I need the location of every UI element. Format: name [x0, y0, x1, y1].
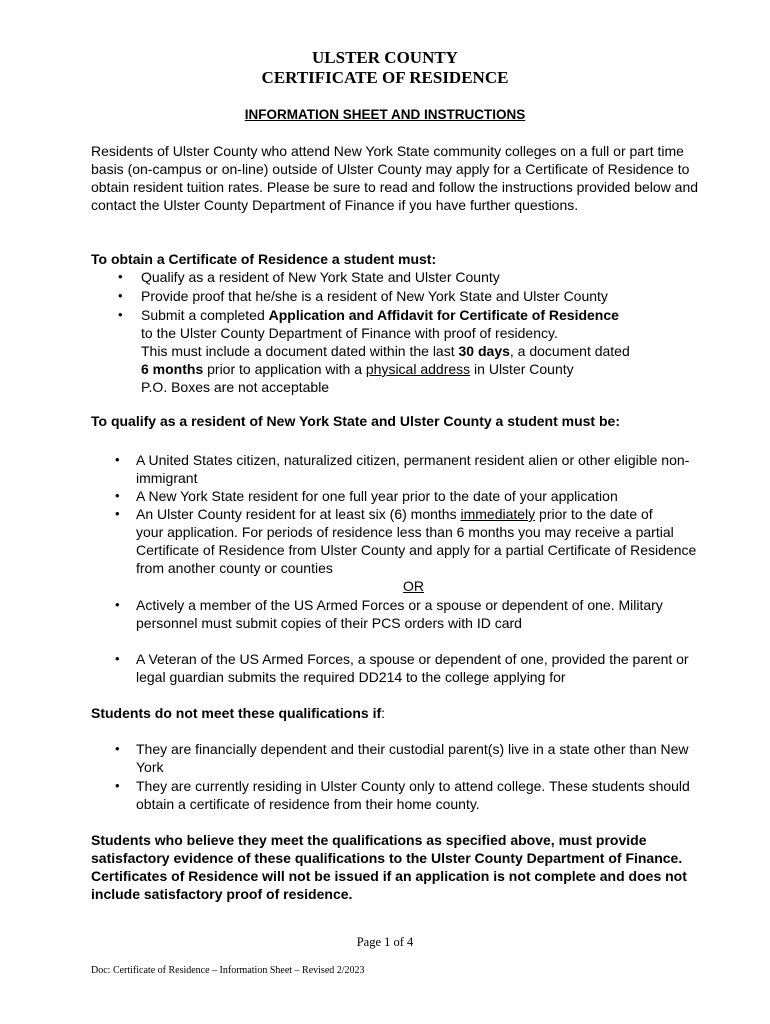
not-meet-heading [91, 704, 385, 722]
text-fragment: This must include a document dated within the last [141, 343, 459, 359]
obtain-item-3-line3 [141, 342, 630, 360]
obtain-item-2: Provide proof that he/she is a resident of New York State and Ulster County [141, 288, 608, 304]
bullet-marker: • [118, 288, 123, 303]
qualify-item-4: Actively a member of the US Armed Forces or a spouse or dependent of one. Military personnel must submit copies of their PCS orders with ID card [136, 597, 663, 631]
qualify-item-5: A Veteran of the US Armed Forces, a spouse or dependent of one, provided the parent or legal guardian submits the required DD214 to the college applying for [136, 651, 689, 685]
text-fragment: in Ulster County [470, 361, 574, 377]
obtain-item-3-line2: to the Ulster County Department of Finance with proof of residency. [141, 325, 558, 341]
document-footer: Doc: Certificate of Residence – Information Sheet – Revised 2/2023 [91, 965, 365, 976]
bullet-marker: • [118, 269, 123, 284]
application-affidavit-title: Application and Affidavit for Certificate of Residence [268, 307, 619, 323]
bullet-marker: • [115, 597, 120, 612]
obtain-item-1: Qualify as a resident of New York State and Ulster County [141, 269, 500, 285]
bullet-marker: • [115, 506, 120, 521]
heading-colon: : [381, 705, 386, 721]
not-meet-heading-text: Students do not meet these qualifications if [91, 705, 382, 721]
obtain-item-3-line4 [141, 360, 574, 378]
not-meet-item-1: They are financially dependent and their custodial parent(s) live in a state other than New York [136, 741, 689, 775]
qualify-heading: To qualify as a resident of New York State and Ulster County a student must be: [91, 413, 620, 429]
not-meet-item-2: They are currently residing in Ulster County only to attend college. These students should obtain a certificate of residence from their home county. [136, 778, 690, 812]
closing-paragraph: Students who believe they meet the qualifications as specified above, must provide satisfactory evidence of these qualifications to the Ulster County Department of Finance. Certificates of Residence will not be issued if an application is not complete and does not include satisfactory proof of residence. [91, 832, 687, 902]
six-months-emphasis: 6 months [141, 361, 204, 377]
text-fragment: prior to application with a [203, 361, 366, 377]
obtain-heading: To obtain a Certificate of Residence a student must: [91, 251, 437, 267]
qualify-item-1: A United States citizen, naturalized citizen, permanent resident alien or other eligible non-immigrant [136, 452, 690, 486]
obtain-item-3-line1 [141, 306, 619, 324]
or-separator: OR [403, 578, 424, 594]
document-title-line2: CERTIFICATE OF RESIDENCE [261, 68, 509, 87]
obtain-item-3-line5: P.O. Boxes are not acceptable [141, 379, 330, 395]
bullet-marker: • [115, 488, 120, 503]
immediately-emphasis: immediately [460, 506, 536, 522]
document-subtitle: INFORMATION SHEET AND INSTRUCTIONS [244, 107, 526, 122]
bullet-marker: • [115, 452, 120, 467]
page-number: Page 1 of 4 [356, 935, 414, 949]
bullet-marker: • [115, 778, 120, 793]
bullet-marker: • [115, 651, 120, 666]
qualify-item-3-rest: your application. For periods of residence less than 6 months you may receive a partial Certificate of Residence from Ulster County and apply for a partial Certificate of Residence from another county or counties [136, 524, 697, 576]
text-fragment: , a document dated [509, 343, 630, 359]
obtain-item-3-text: Submit a completed [141, 307, 269, 323]
document-title-line1: ULSTER COUNTY [312, 48, 458, 67]
intro-paragraph: Residents of Ulster County who attend New York State community colleges on a full or part time basis (on-campus or on-line) outside of Ulster County may apply for a Certificate of Residence to obtain resident tuition rates. Please be sure to read and follow the instructions provided below and contact the Ulster County Department of Finance if you have further questions. [91, 143, 699, 213]
text-fragment: An Ulster County resident for at least six (6) months [136, 506, 461, 522]
bullet-marker: • [115, 741, 120, 756]
text-fragment: prior to the date of [535, 506, 653, 522]
qualify-item-3-line1 [136, 505, 653, 523]
physical-address-emphasis: physical address [365, 361, 471, 377]
qualify-item-2: A New York State resident for one full year prior to the date of your application [136, 488, 618, 504]
bullet-marker: • [118, 307, 123, 322]
thirty-days-emphasis: 30 days [458, 343, 510, 359]
